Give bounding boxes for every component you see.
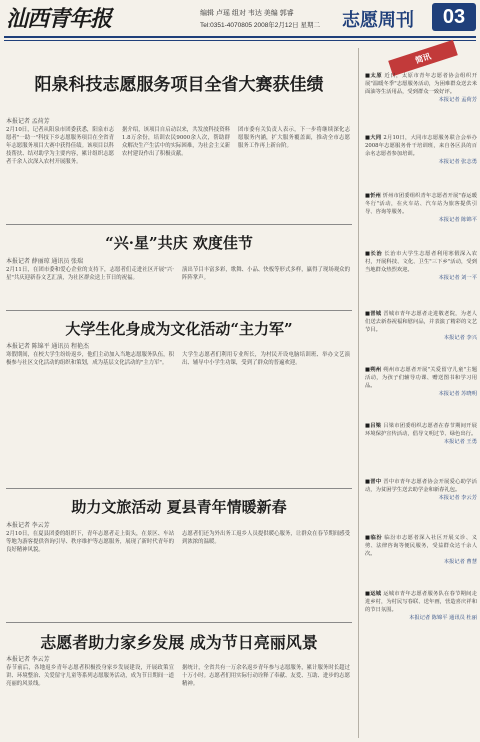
brief-place: ■临汾 [365, 535, 383, 541]
article-byline: 本报记者 陈锦平 通讯员 程艳杰 [6, 344, 90, 350]
article-byline: 本报记者 李云芳 [6, 523, 50, 529]
article-title: 大学生化身成为文化活动“主力军” [65, 320, 293, 338]
page-number-badge: 03 [432, 3, 476, 31]
news-briefs-sidebar [358, 48, 477, 738]
article-title: 志愿者助力家乡发展 成为节日亮丽风景 [40, 633, 318, 652]
article-title: 助力文旅活动 夏县青年情暖新春 [71, 498, 287, 516]
brief-place: ■晋中 [365, 479, 382, 485]
news-brief [365, 250, 477, 282]
brief-author: 本报记者 李云芳 [438, 495, 477, 501]
brief-text: 忻州市团委组织青年志愿者开展"春运暖冬行"活动，在火车站、汽车站为旅客提供引导、咨询等服务。 [365, 193, 477, 215]
news-brief [365, 422, 477, 446]
brief-place: ■吕梁 [365, 423, 382, 429]
article-paragraph: 春节前后，各地返乡青年志愿者积极投身家乡发展建设，开展政策宣讲、环境整治、关爱留守儿童等系列志愿服务活动，成为节日期间一道亮丽的风景线。 [6, 665, 174, 687]
news-brief [365, 310, 477, 342]
brief-text: 朔州市志愿者开展"关爱留守儿童"主题活动，为孩子们辅导功课、赠送图书和学习用品。 [365, 367, 478, 389]
main-column [6, 48, 352, 736]
brief-text: 临汾市志愿者深入社区开展义诊、义剪、法律咨询等便民服务，受益群众达千余人次。 [365, 535, 477, 557]
news-brief [365, 72, 477, 104]
briefs-ribbon: 简讯 [388, 40, 458, 76]
brief-author: 本报记者 孟荷芳 [438, 97, 477, 103]
brief-text: 近日，太原市青年志愿者协会组织开展"温暖冬季"志愿服务活动，为困难群众送去米面油等生活用品，受到群众一致好评。 [365, 73, 477, 95]
brief-place: ■晋城 [365, 311, 382, 317]
brief-author: 本报记者 陈锦平 通讯员 杜丽 [409, 615, 477, 621]
brief-place: ■忻州 [365, 193, 381, 199]
article-paragraph: 演出节目丰富多彩，歌舞、小品、快板等形式多样，赢得了现场观众的阵阵掌声。 [182, 267, 350, 281]
contact-date-line: Tel:0351-4070805 2008年2月12日 星期二 [200, 22, 320, 29]
news-brief [365, 366, 477, 398]
brief-text: 长治市大学生志愿者利用寒假深入农村，开展科技、文化、卫生"三下乡"活动，受到当地群众热烈欢迎。 [365, 251, 477, 273]
brief-author: 本报记者 曹慧 [443, 559, 477, 565]
brief-place: ■太原 [365, 73, 383, 79]
masthead [0, 0, 480, 48]
article-divider [6, 224, 352, 225]
article-paragraph: 2月10日，记者从阳泉市团委获悉，阳泉市志愿者"一助一"科技下乡志愿服务项目在全省青年志愿服务项目大赛中获得佳绩。该项目以科技帮扶、结对助学为主要内容，累计组织志愿者千余人次深入农村开展服务。 [6, 127, 114, 165]
masthead-rule-thin [4, 40, 476, 41]
article-byline: 本报记者 薛丽琼 通讯员 张瑞 [6, 259, 84, 265]
brief-text: 吕梁市团委组织志愿者在春节期间开展环境保护宣传活动，倡导文明过节、绿色出行。 [365, 423, 477, 437]
article-title: 阳泉科技志愿服务项目全省大赛获佳绩 [34, 75, 324, 95]
brief-place: ■大同 [365, 135, 382, 141]
article-paragraph: 寒假期间，在校大学生纷纷返乡，他们主动加入当地志愿服务队伍，积极参与社区文化活动的组织和策划，成为基层文化活动的"主力军"。 [6, 352, 174, 366]
article-title: “兴·星”共庆 欢度佳节 [105, 234, 253, 252]
article-paragraph: 团市委有关负责人表示，下一步将继续深化志愿服务内涵，扩大服务覆盖面，推动全市志愿服务工作再上新台阶。 [238, 127, 350, 149]
brief-author: 本报记者 张志勇 [438, 159, 477, 165]
news-brief [365, 134, 477, 166]
brief-place: ■运城 [365, 591, 382, 597]
article-paragraph: 2月10日，在夏县团委的组织下，青年志愿者走上街头，在景区、车站等地为游客提供咨询引导、秩序维护等志愿服务，展现了新时代青年的良好精神风貌。 [6, 531, 174, 553]
article-divider [6, 622, 352, 623]
article-paragraph: 志愿者们还为外出务工返乡人员提供暖心服务，让群众在春节期间感受到浓浓的温暖。 [182, 531, 350, 545]
editor-line: 编辑 卢瑶 组对 韦达 美编 郭睿 [200, 10, 294, 17]
brief-text: 晋中市青年志愿者协会开展爱心助学活动，为贫困学生送去助学金和新春礼包。 [365, 479, 477, 493]
masthead-rule [4, 36, 476, 38]
section-title: 志愿周刊 [342, 10, 414, 31]
brief-text: 2月10日，大同市志愿服务联合会举办2008年志愿服务骨干培训班，来自各区县的百余名志愿者参加培训。 [365, 135, 477, 157]
article-divider [6, 488, 352, 489]
news-brief [365, 590, 477, 622]
newspaper-logo: 汕西青年报 [6, 6, 112, 32]
brief-place: ■长治 [365, 251, 383, 257]
article-paragraph: 2月11日，在团市委和爱心企业的支持下，志愿者们走进社区开展"兴·星"共庆迎新春文艺汇演，为社区群众送上节日的祝福。 [6, 267, 174, 281]
brief-author: 本报记者 苏晓明 [438, 391, 477, 397]
news-brief [365, 534, 477, 566]
article-paragraph: 据介绍，该项目自启动以来，共发放科技资料1.8万余份，培训农民9000余人次，帮助群众解决生产生活中的实际困难，为社会主义新农村建设作出了积极贡献。 [122, 127, 230, 157]
article-byline: 本报记者 孟荷芳 [6, 119, 50, 125]
article-paragraph: 据统计，全省共有一万余名返乡青年参与志愿服务，累计服务时长超过十万小时。志愿者们用实际行动诠释了奉献、友爱、互助、进步的志愿精神。 [182, 665, 350, 687]
news-brief [365, 192, 477, 224]
brief-author: 本报记者 李兴 [443, 335, 477, 341]
brief-text: 晋城市青年志愿者走进敬老院，为老人们送去新春祝福和慰问品，并表演了精彩的文艺节目。 [365, 311, 477, 333]
brief-author: 本报记者 王勇 [443, 439, 477, 445]
article-paragraph: 大学生志愿者们利用专业所长，为村民开设电脑培训班、举办文艺演出、辅导中小学生功课，受到了群众的普遍欢迎。 [182, 352, 350, 366]
brief-author: 本报记者 刘一平 [438, 275, 477, 281]
news-brief [365, 478, 477, 502]
brief-text: 运城市青年志愿者服务队在春节期间走进乡村，为村民写春联、送年画，营造喜庆祥和的节日氛围。 [365, 591, 477, 613]
brief-place: ■朔州 [365, 367, 382, 373]
article-divider [6, 310, 352, 311]
article-byline: 本报记者 李云芳 [6, 657, 50, 663]
brief-author: 本报记者 陈锦平 [438, 217, 477, 223]
